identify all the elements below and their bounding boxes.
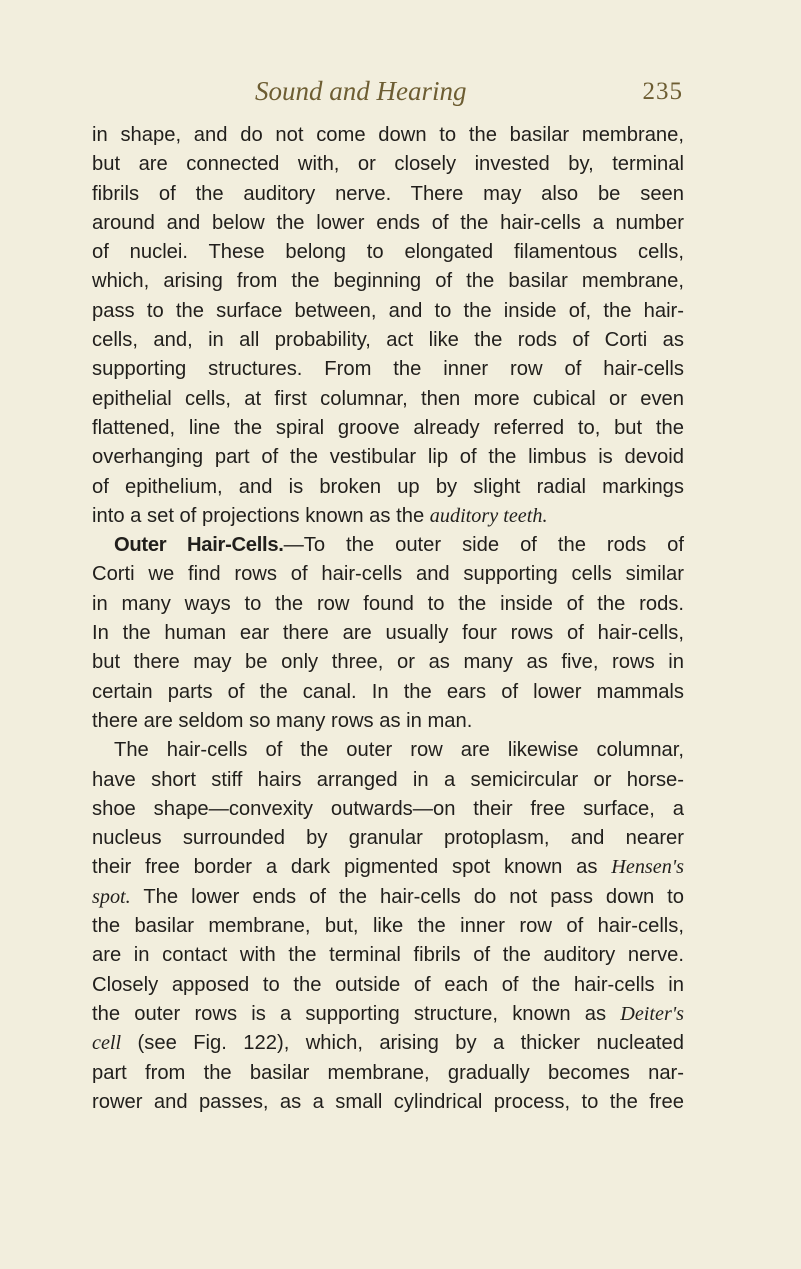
italic-term: spot. [92, 885, 131, 908]
italic-term: Deiter's [620, 1002, 684, 1025]
text-line: shoe shape—convexity outwards—on their free surface, a [92, 797, 684, 820]
text-line: overhanging part of the vestibular lip of the limbus is devoid [92, 446, 684, 469]
text-line: Closely apposed to the outside of each of the hair-cells in [92, 973, 684, 996]
text-line: of nuclei. These belong to elongated filamentous cells, [92, 241, 684, 264]
text-line: are in contact with the terminal fibrils of the auditory nerve. [92, 944, 684, 967]
italic-term: Hensen's [611, 856, 684, 879]
section-heading: Outer Hair-Cells. [114, 534, 284, 557]
page-header [0, 76, 801, 120]
italic-term: cell [92, 1032, 122, 1055]
text-line: in shape, and do not come down to the basilar membrane, [92, 124, 684, 146]
running-title: Sound and Hearing [255, 76, 467, 106]
text-line [92, 1029, 684, 1058]
text-line: but are connected with, or closely invested by, terminal [92, 153, 684, 176]
page-number: 235 [642, 78, 683, 105]
text-line [92, 1000, 684, 1029]
text-line: part from the basilar membrane, gradually becomes nar- [92, 1061, 684, 1084]
text-line: The hair-cells of the outer row are likewise columnar, [114, 739, 684, 762]
text-line: In the human ear there are usually four rows of hair-cells, [92, 622, 684, 645]
text-line: of epithelium, and is broken up by slight radial markings [92, 475, 684, 498]
text-line: epithelial cells, at first columnar, then more cubical or even [92, 387, 684, 410]
text-line: rower and passes, as a small cylindrical process, to the free [92, 1090, 684, 1113]
text-line [92, 883, 684, 912]
text-line: certain parts of the canal. In the ears of lower mammals [92, 680, 684, 703]
text-line: around and below the lower ends of the hair-cells a number [92, 211, 684, 234]
text-line: there are seldom so many rows as in man. [92, 709, 473, 732]
line-text: —To the outer side of the rods of [283, 534, 685, 557]
body-text [92, 121, 684, 1117]
text-line: have short stiff hairs arranged in a semicircular or horse- [92, 768, 684, 791]
text-line: which, arising from the beginning of the basilar membrane, [92, 270, 684, 293]
italic-term: auditory teeth. [429, 504, 548, 527]
line-text: into a set of projections known as the [92, 504, 430, 527]
text-line: cells, and, in all probability, act like the rods of Corti as [92, 329, 684, 352]
text-line: supporting structures. From the inner row of hair-cells [92, 358, 684, 381]
text-line: Corti we find rows of hair-cells and supporting cells similar [92, 563, 684, 586]
line-text: The lower ends of the hair-cells do not pass down to [130, 885, 684, 908]
text-line: flattened, line the spiral groove already referred to, but the [92, 416, 684, 439]
line-text: the outer rows is a supporting structure, known as [92, 1002, 621, 1025]
text-line: the basilar membrane, but, like the inner row of hair-cells, [92, 915, 684, 938]
text-line: but there may be only three, or as many as five, rows in [92, 651, 684, 674]
text-line: pass to the surface between, and to the inside of, the hair- [92, 299, 684, 322]
text-line: nucleus surrounded by granular protoplasm, and nearer [92, 827, 684, 850]
text-line: in many ways to the row found to the inside of the rods. [92, 592, 684, 615]
line-text: their free border a dark pigmented spot known as [92, 856, 612, 879]
text-line [92, 853, 684, 882]
section-heading-line [92, 531, 684, 560]
text-line [92, 502, 684, 531]
text-line: fibrils of the auditory nerve. There may also be seen [92, 182, 684, 205]
line-text: (see Fig. 122), which, arising by a thicker nucleated [121, 1032, 684, 1055]
